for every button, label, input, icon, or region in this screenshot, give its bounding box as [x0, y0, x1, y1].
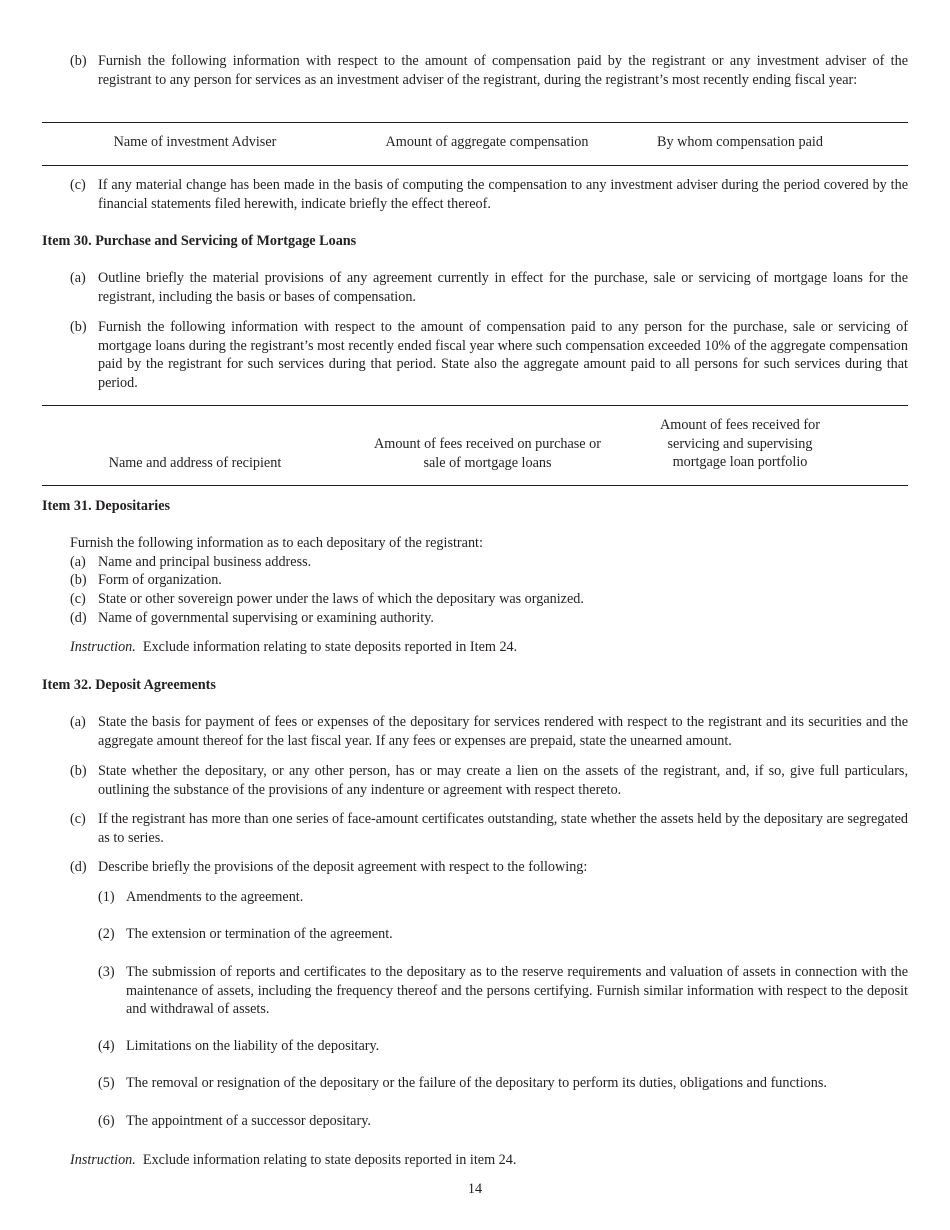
item-label: (d) — [70, 859, 87, 875]
sub-item-text: The extension or termination of the agreement. — [126, 926, 393, 942]
item32-c — [70, 810, 908, 847]
item-text: Name and principal business address. — [98, 554, 312, 570]
item32-d-3 — [98, 963, 908, 1019]
item32-a — [70, 713, 908, 750]
item32-instruction — [70, 1151, 516, 1170]
item31-c — [70, 590, 908, 609]
sub-item-text: The removal or resignation of the depositary or the failure of the depositary to perform its duties, obligations and functions. — [126, 1075, 827, 1091]
item30-b — [70, 318, 908, 393]
sub-item-text: Amendments to the agreement. — [126, 889, 304, 905]
item30-a — [70, 269, 908, 306]
sub-item-text: The submission of reports and certificates to the depositary as to the reserve requirements and valuation of assets in connection with the maintenance of assets, including the frequency thereof and the persons certifying. Furnish similar information with respect to the deposit and withdrawal of assets. — [126, 964, 908, 1018]
item-label: (a) — [70, 714, 86, 730]
column-header-aggregate-compensation: Amount of aggregate compensation — [385, 134, 589, 150]
item32-b — [70, 762, 908, 799]
item-label: (d) — [70, 610, 87, 626]
instruction-text: Exclude information relating to state deposits reported in item 24. — [142, 1152, 517, 1168]
item-label: (a) — [70, 270, 86, 286]
item-text: Name of governmental supervising or examining authority. — [98, 610, 434, 626]
column-header-adviser-name: Name of investment Adviser — [113, 134, 277, 150]
page-number: 14 — [467, 1181, 483, 1197]
sub-item-label: (6) — [98, 1113, 115, 1129]
table-rule-bottom — [42, 165, 908, 166]
table-rule-top — [42, 405, 908, 406]
item31-instruction — [70, 638, 517, 657]
item29-b — [70, 52, 908, 89]
sub-item-label: (1) — [98, 889, 115, 905]
item32-heading: Item 32. Deposit Agreements — [42, 677, 216, 693]
column-header-purchase-sale-fees: Amount of fees received on purchase or sale of mortgage loans — [374, 436, 601, 471]
item32-d-5 — [98, 1074, 908, 1093]
item-text: State or other sovereign power under the laws of which the depositary was organized. — [98, 591, 584, 607]
sub-item-label: (2) — [98, 926, 115, 942]
instruction-text: Exclude information relating to state deposits reported in Item 24. — [142, 639, 518, 655]
item-text: Furnish the following information with respect to the amount of compensation paid by the registrant or any investment adviser of the registrant to any person for services as an investment adviser of the registrant, during the registrant’s most recently ending fiscal year: — [98, 53, 908, 88]
item31-intro: Furnish the following information as to each depositary of the registrant: — [70, 535, 483, 551]
item-label: (b) — [70, 53, 87, 69]
item32-d-6 — [98, 1112, 908, 1131]
item-text: State the basis for payment of fees or expenses of the depositary for services rendered with respect to the registrant and its securities and the aggregate amount thereof for the last fiscal year. If any fees or expenses are prepaid, state the unearned amount. — [98, 714, 908, 749]
sub-item-text: The appointment of a successor depositary. — [126, 1113, 371, 1129]
sub-item-label: (4) — [98, 1038, 115, 1054]
item-text: If any material change has been made in the basis of computing the compensation to any investment adviser during the period covered by the financial statements filed herewith, indicate briefly the effect thereof. — [98, 177, 908, 212]
item-text: If the registrant has more than one series of face-amount certificates outstanding, state whether the assets held by the depositary are segregated as to series. — [98, 811, 908, 846]
item31-heading: Item 31. Depositaries — [42, 498, 171, 514]
item-label: (c) — [70, 177, 86, 193]
column-header-recipient: Name and address of recipient — [108, 455, 282, 471]
item31-b — [70, 571, 908, 590]
sub-item-label: (5) — [98, 1075, 115, 1091]
item-label: (a) — [70, 554, 86, 570]
item-label: (c) — [70, 591, 86, 607]
item-text: Describe briefly the provisions of the deposit agreement with respect to the following: — [98, 859, 588, 875]
item-label: (b) — [70, 572, 87, 588]
column-header-servicing-fees: Amount of fees received for servicing and supervising mortgage loan portfolio — [660, 417, 820, 471]
item-label: (b) — [70, 763, 87, 779]
item32-d-1 — [98, 888, 908, 907]
item30-heading: Item 30. Purchase and Servicing of Mortgage Loans — [42, 233, 357, 249]
item32-d-2 — [98, 925, 908, 944]
item-text: Outline briefly the material provisions of any agreement currently in effect for the purchase, sale or servicing of mortgage loans for the registrant, including the basis or bases of compensation. — [98, 270, 908, 305]
item32-d-4 — [98, 1037, 908, 1056]
item31-d — [70, 609, 908, 628]
item-label: (b) — [70, 319, 87, 335]
item-text: Form of organization. — [98, 572, 222, 588]
table-rule-top — [42, 122, 908, 123]
item29-c — [70, 176, 908, 213]
column-header-paid-by: By whom compensation paid — [657, 134, 823, 150]
instruction-label: Instruction. — [70, 639, 136, 655]
item32-d — [70, 858, 908, 877]
item-text: State whether the depositary, or any other person, has or may create a lien on the assets of the registrant, and, if so, give full particulars, outlining the substance of the provisions of any indenture or agreement with respect thereto. — [98, 763, 908, 798]
item31-a — [70, 553, 908, 572]
instruction-label: Instruction. — [70, 1152, 136, 1168]
item-text: Furnish the following information with respect to the amount of compensation paid to any person for the purchase, sale or servicing of mortgage loans during the registrant’s most recently ended fiscal year where such compensation exceeded 10% of the aggregate compensation paid by the registrant for such services during that period. State also the aggregate amount paid to all persons for such services during that period. — [98, 319, 908, 392]
sub-item-text: Limitations on the liability of the depositary. — [126, 1038, 380, 1054]
item-label: (c) — [70, 811, 86, 827]
table-rule-bottom — [42, 485, 908, 486]
sub-item-label: (3) — [98, 964, 115, 980]
